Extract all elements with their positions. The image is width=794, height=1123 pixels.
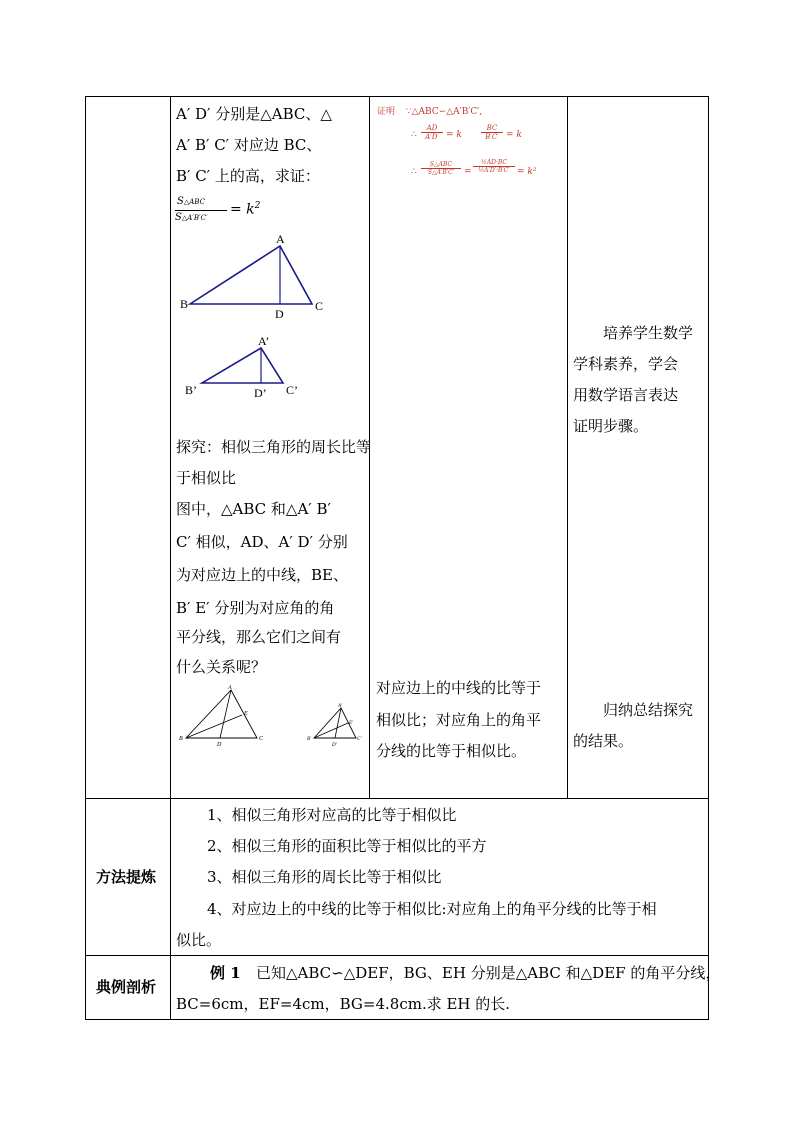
proof-half-den: ½A′D′·B′C′ xyxy=(478,167,510,174)
table-border-right xyxy=(708,96,709,1020)
proof-f2-den: B′C′ xyxy=(485,133,499,141)
table-border-left xyxy=(85,96,86,1020)
fig4-label-e: E' xyxy=(349,721,354,726)
formula-den-sub: △A′B′C′ xyxy=(181,214,208,222)
label-b-prime: B’ xyxy=(185,383,197,397)
proof-f1-den: A′D′ xyxy=(425,133,439,141)
conclusion-line-3: 分线的比等于相似比。 xyxy=(376,742,527,760)
example-line-2: BC=6cm，EF=4cm，BG=4.8cm.求 EH 的长. xyxy=(176,995,511,1013)
fig4-label-b: B' xyxy=(307,737,312,742)
label-a: A xyxy=(276,232,285,246)
explore-line-2: 于相似比 xyxy=(176,469,237,487)
formula-den: S xyxy=(175,212,182,223)
conclusion-line-2: 相似比；对应角上的角平 xyxy=(376,711,542,729)
fig4-label-a: A' xyxy=(338,704,343,709)
intro-line-3: B′ C′ 上的高，求证： xyxy=(176,167,320,185)
label-b: B xyxy=(180,297,189,311)
intro-line-1: A′ D′ 分别是△ABC、△ xyxy=(176,105,332,123)
col-divider-1 xyxy=(170,96,171,1020)
triangle-a-prime-figure xyxy=(176,330,316,402)
triangle-median-bisector-figure xyxy=(176,682,266,748)
example-title: 例 1 xyxy=(210,964,241,982)
example-label: 典例剖析 xyxy=(96,978,157,996)
fig3-label-b: B xyxy=(179,736,183,742)
figure-text-line-1: 图中，△ABC 和△A′ B′ xyxy=(176,500,331,518)
proof-eq-2: = k xyxy=(506,130,522,140)
goal-line-4: 证明步骤。 xyxy=(573,417,649,435)
method-item-2: 2、相似三角形的面积比等于相似比的平方 xyxy=(207,837,487,855)
proof-eq-3: = xyxy=(464,167,472,177)
method-item-1: 1、相似三角形对应高的比等于相似比 xyxy=(207,806,457,824)
figure-text-line-4: B′ E′ 分别为对应角的角 xyxy=(176,599,335,617)
area-ratio-formula xyxy=(175,196,261,232)
example-line-1: 已知△ABC∽△DEF，BG、EH 分别是△ABC 和△DEF 的角平分线， xyxy=(256,964,721,982)
col-divider-3 xyxy=(567,96,568,798)
proof-block xyxy=(377,104,565,200)
proof-line-1: ∵△ABC∽△A′B′C′, xyxy=(405,107,483,117)
summary-line-2: 的结果。 xyxy=(573,732,634,750)
row-divider-1 xyxy=(85,798,709,799)
figure-text-line-6: 什么关系呢？ xyxy=(176,658,267,676)
figure-text-line-5: 平分线，那么它们之间有 xyxy=(176,628,342,646)
proof-half-num: ½AD·BC xyxy=(481,159,507,166)
small-triangle-median-bisector-figure xyxy=(304,700,366,750)
label-d: D xyxy=(275,307,284,321)
summary-line-1: 归纳总结探究 xyxy=(573,701,694,719)
figure-text-line-3: 为对应边上的中线，BE、 xyxy=(176,566,348,584)
formula-exp: 2 xyxy=(254,201,261,211)
proof-area-den: S△A′B′C′ xyxy=(427,169,455,176)
formula-rhs: = k xyxy=(230,201,255,218)
conclusion-line-1: 对应边上的中线的比等于 xyxy=(376,679,542,697)
proof-rhs: = k² xyxy=(517,167,537,177)
fig3-label-c: C xyxy=(259,736,264,742)
method-item-3: 3、相似三角形的周长比等于相似比 xyxy=(207,868,442,886)
label-c: C xyxy=(315,299,324,313)
proof-f1-num: AD xyxy=(426,124,438,132)
goal-line-2: 学科素养，学会 xyxy=(573,355,679,373)
label-c-prime: C’ xyxy=(286,383,298,397)
formula-num-sub: △ABC xyxy=(183,198,205,206)
fig4-label-c: C' xyxy=(357,737,362,742)
intro-line-2: A′ B′ C′ 对应边 BC、 xyxy=(176,136,322,154)
method-label: 方法提炼 xyxy=(96,868,157,886)
label-d-prime: D’ xyxy=(254,386,267,400)
proof-area-num: S△ABC xyxy=(429,161,453,168)
explore-line-1: 探究：相似三角形的周长比等 xyxy=(176,438,372,456)
method-item-4-cont: 似比。 xyxy=(176,931,222,949)
figure-text-line-2: C′ 相似，AD、A′ D′ 分别 xyxy=(176,533,348,551)
fig3-label-e: E xyxy=(244,711,248,717)
triangle-abc-figure xyxy=(176,230,336,322)
label-a-prime: A’ xyxy=(258,334,270,348)
proof-label: 证明 xyxy=(377,107,396,117)
proof-therefore-2: ∴ xyxy=(411,167,417,177)
table-border-top xyxy=(85,96,709,97)
proof-f2-num: BC xyxy=(486,124,498,132)
formula-num: S xyxy=(177,196,184,207)
method-item-4: 4、对应边上的中线的比等于相似比:对应角上的角平分线的比等于相 xyxy=(207,900,657,918)
fig3-label-a: A xyxy=(228,685,232,691)
goal-line-3: 用数学语言表达 xyxy=(573,386,679,404)
goal-line-1: 培养学生数学 xyxy=(573,324,694,342)
proof-therefore-1: ∴ xyxy=(411,130,417,140)
fig3-label-d: D xyxy=(217,742,222,748)
proof-eq-1: = k xyxy=(446,130,462,140)
fig4-label-d: D' xyxy=(332,743,337,748)
